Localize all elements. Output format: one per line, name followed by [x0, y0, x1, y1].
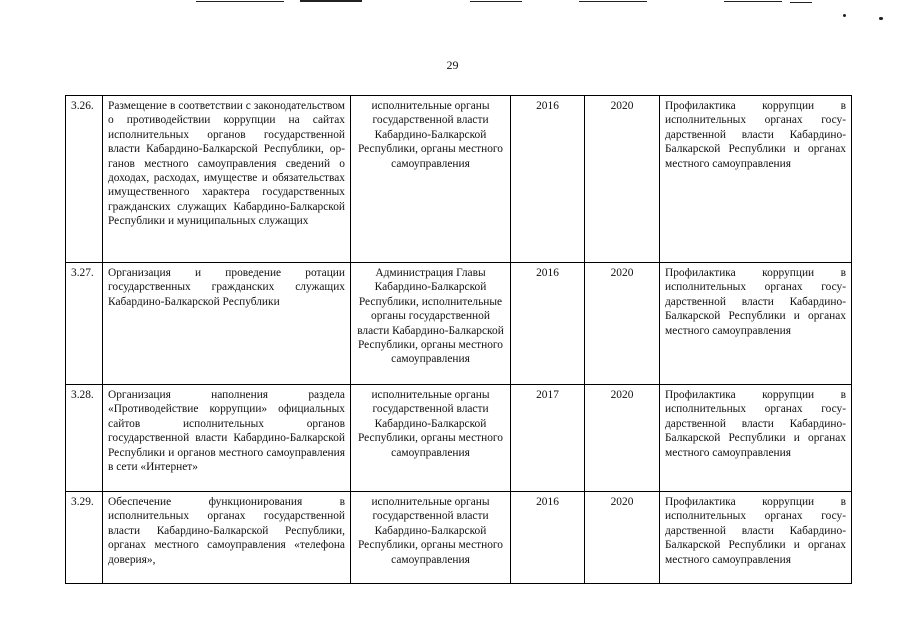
start-year-cell: 2016 — [511, 96, 585, 263]
measures-table — [65, 95, 852, 584]
result-cell: Профилактика коррупции в исполнительных органах государственной власти Кабардино-Балкарской Республики и органах местного самоуправления — [660, 492, 852, 584]
table-row — [66, 385, 852, 492]
result-cell: Профилактика коррупции в исполнительных органах государственной власти Кабардино-Балкарской Республики и органах местного самоуправления — [660, 96, 852, 263]
row-number: 3.26. — [66, 96, 103, 263]
page-number: 29 — [446, 58, 459, 72]
row-number: 3.29. — [66, 492, 103, 584]
table-row — [66, 96, 852, 263]
executors-cell: Администрация Главы Кабардино-Балкарской Республики, исполнительные органы государственной власти Кабардино-Балкарской Республики, органы местного самоуправления — [351, 263, 511, 385]
start-year-cell: 2017 — [511, 385, 585, 492]
result-cell: Профилактика коррупции в исполнительных органах государственной власти Кабардино-Балкарской Республики и органах местного самоуправления — [660, 263, 852, 385]
result-cell: Профилактика коррупции в исполнительных органах государственной власти Кабардино-Балкарской Республики и органах местного самоуправления — [660, 385, 852, 492]
end-year-cell: 2020 — [585, 385, 660, 492]
row-number: 3.28. — [66, 385, 103, 492]
table-row — [66, 263, 852, 385]
end-year-cell: 2020 — [585, 96, 660, 263]
activity-cell: Организация наполнения раздела «Противодействие коррупции» официальных сайтов исполнительных органов государственной власти Кабардино-Балкарской Республики и органов местного самоуправления в сети «Интернет» — [103, 385, 351, 492]
scan-top-marks — [0, 0, 905, 24]
activity-cell: Размещение в соответствии с законодательством о противодействии коррупции на сайтах исполнительных органов государственной власти Кабардино-Балкарской Республики, органов местного самоуправления сведений о доходах, расходах, имуществе и обязательствах имущественного характера государственных гражданских служащих Кабардино-Балкарской Республики и муниципальных служащих — [103, 96, 351, 263]
activity-cell: Обеспечение функционирования в исполнительных органах государственной власти Кабардино-Балкарской Республики, органах местного самоуправления «телефона доверия», — [103, 492, 351, 584]
start-year-cell: 2016 — [511, 263, 585, 385]
end-year-cell: 2020 — [585, 492, 660, 584]
activity-cell: Организация и проведение ротации государственных гражданских служащих Кабардино-Балкарской Республики — [103, 263, 351, 385]
row-number: 3.27. — [66, 263, 103, 385]
table-row — [66, 492, 852, 584]
end-year-cell: 2020 — [585, 263, 660, 385]
executors-cell: исполнительные органы государственной власти Кабардино-Балкарской Республики, органы местного самоуправления — [351, 96, 511, 263]
start-year-cell: 2016 — [511, 492, 585, 584]
executors-cell: исполнительные органы государственной власти Кабардино-Балкарской Республики, органы местного самоуправления — [351, 385, 511, 492]
executors-cell: исполнительные органы государственной власти Кабардино-Балкарской Республики, органы местного самоуправления — [351, 492, 511, 584]
